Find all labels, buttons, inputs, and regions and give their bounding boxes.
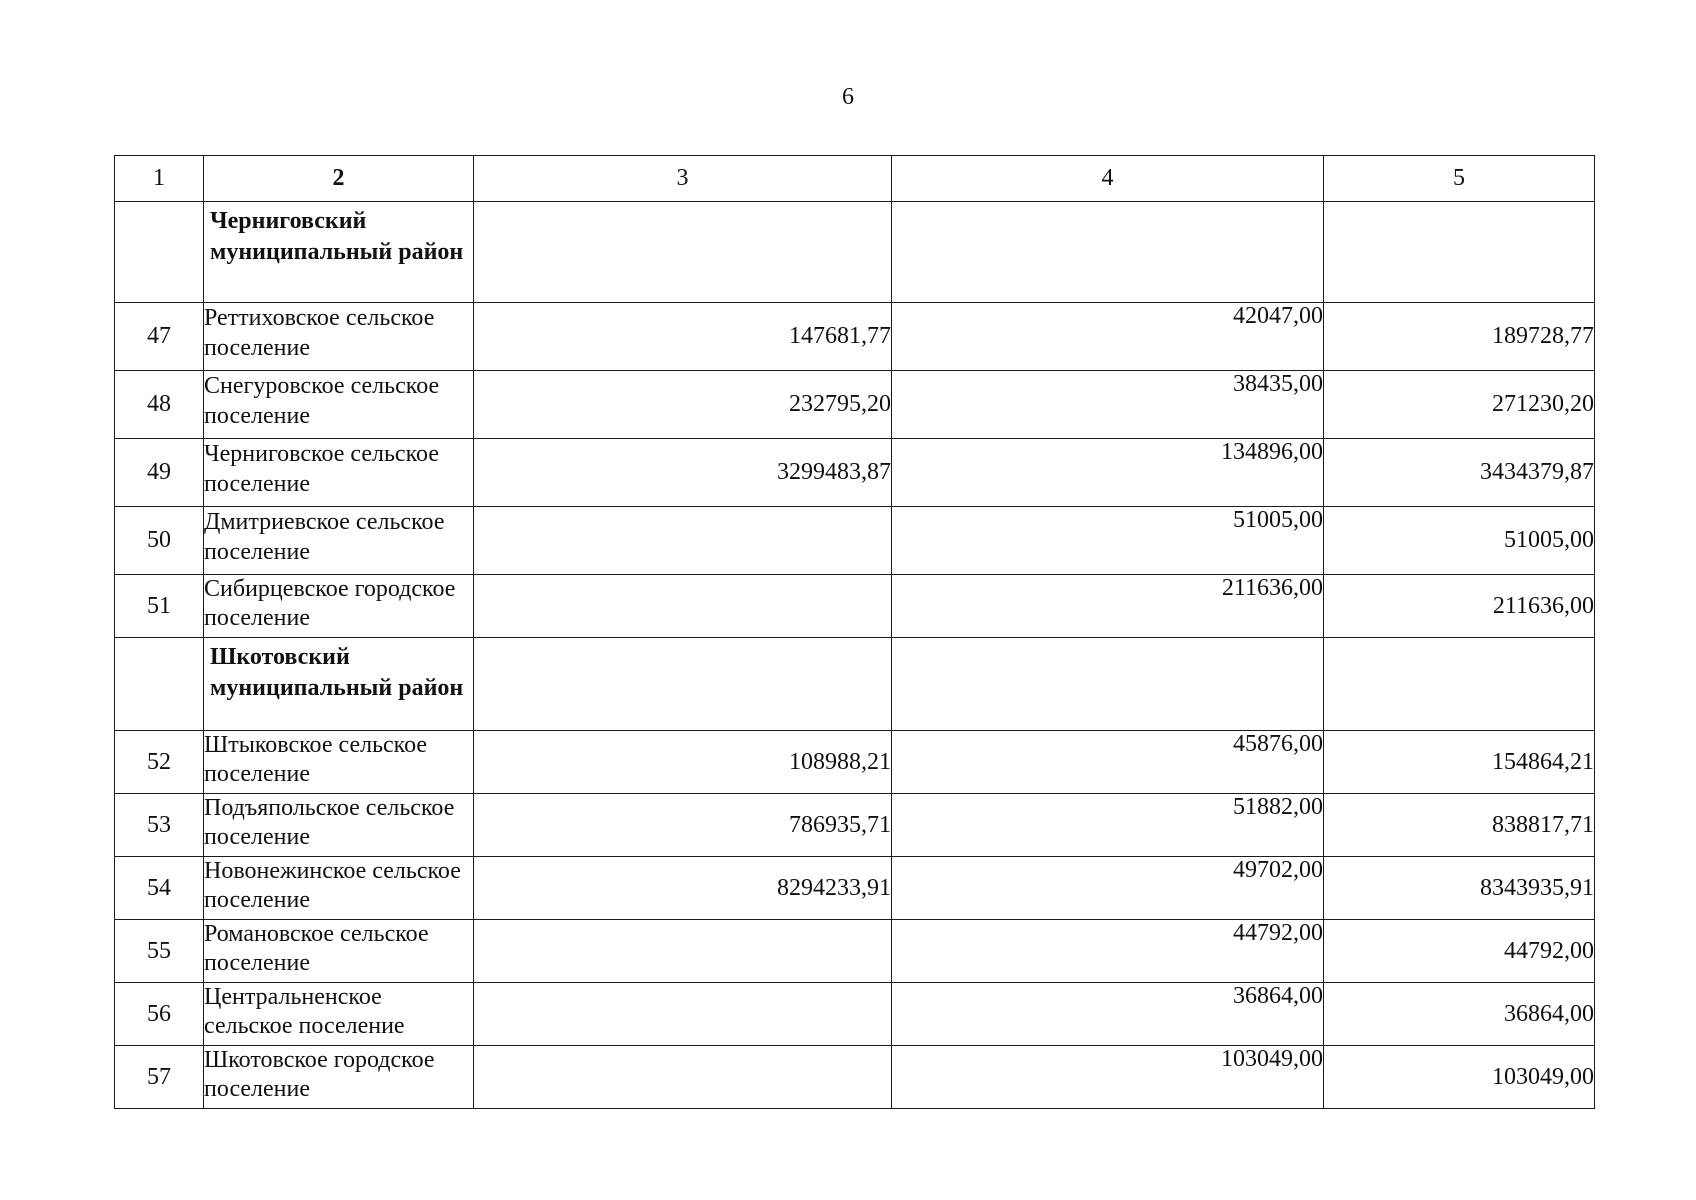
header-col-3: 3 [474, 156, 892, 202]
row-col-3: 786935,71 [474, 794, 892, 857]
row-name: Романовское сельское поселение [204, 920, 474, 983]
allocation-table [114, 155, 1595, 1109]
row-number: 57 [115, 1046, 204, 1109]
row-col-5: 36864,00 [1324, 983, 1595, 1046]
row-number: 48 [115, 371, 204, 439]
row-col-5: 271230,20 [1324, 371, 1595, 439]
table-row [115, 731, 1595, 794]
row-col-4: 38435,00 [892, 371, 1324, 439]
table-row [115, 371, 1595, 439]
row-number: 55 [115, 920, 204, 983]
table-row [115, 794, 1595, 857]
header-col-1: 1 [115, 156, 204, 202]
page-number: 6 [842, 84, 854, 110]
row-col-3: 147681,77 [474, 303, 892, 371]
row-col-4: 49702,00 [892, 857, 1324, 920]
row-number: 50 [115, 507, 204, 575]
row-col-3 [474, 983, 892, 1046]
table-row [115, 575, 1595, 638]
row-name: Шкотовское городское поселение [204, 1046, 474, 1109]
section-row-shkotovsky [115, 638, 1595, 731]
row-col-5: 44792,00 [1324, 920, 1595, 983]
row-col-3 [474, 920, 892, 983]
row-col-3 [474, 507, 892, 575]
row-number: 51 [115, 575, 204, 638]
row-col-5: 838817,71 [1324, 794, 1595, 857]
row-col-5: 211636,00 [1324, 575, 1595, 638]
table-row [115, 857, 1595, 920]
row-col-4: 42047,00 [892, 303, 1324, 371]
table-row [115, 303, 1595, 371]
row-number: 54 [115, 857, 204, 920]
row-col-4: 45876,00 [892, 731, 1324, 794]
row-col-3: 108988,21 [474, 731, 892, 794]
row-col-4: 211636,00 [892, 575, 1324, 638]
row-col-4: 36864,00 [892, 983, 1324, 1046]
row-number: 49 [115, 439, 204, 507]
row-col-3 [474, 575, 892, 638]
row-name: Подъяпольское сельское поселение [204, 794, 474, 857]
section-title: Шкотовский муниципальный район [204, 638, 474, 731]
row-col-5: 3434379,87 [1324, 439, 1595, 507]
header-col-2: 2 [204, 156, 474, 202]
table-row [115, 983, 1595, 1046]
table-header-row [115, 156, 1595, 202]
row-col-3: 3299483,87 [474, 439, 892, 507]
row-name: Реттиховское сельское поселение [204, 303, 474, 371]
header-col-5: 5 [1324, 156, 1595, 202]
row-col-5: 8343935,91 [1324, 857, 1595, 920]
row-number: 52 [115, 731, 204, 794]
row-col-5: 103049,00 [1324, 1046, 1595, 1109]
row-col-5: 51005,00 [1324, 507, 1595, 575]
table-row [115, 920, 1595, 983]
row-name: Черниговское сельское поселение [204, 439, 474, 507]
section-row-chernigovsky [115, 202, 1595, 303]
table-row [115, 439, 1595, 507]
table-row [115, 1046, 1595, 1109]
table-row [115, 507, 1595, 575]
row-name: Снегуровское сельское поселение [204, 371, 474, 439]
row-name: Дмитриевское сельское поселение [204, 507, 474, 575]
row-col-4: 51882,00 [892, 794, 1324, 857]
row-name: Новонежинское сельское поселение [204, 857, 474, 920]
row-col-4: 51005,00 [892, 507, 1324, 575]
row-col-4: 44792,00 [892, 920, 1324, 983]
row-col-3: 8294233,91 [474, 857, 892, 920]
row-col-4: 134896,00 [892, 439, 1324, 507]
row-col-5: 154864,21 [1324, 731, 1595, 794]
row-number: 56 [115, 983, 204, 1046]
row-col-4: 103049,00 [892, 1046, 1324, 1109]
row-col-5: 189728,77 [1324, 303, 1595, 371]
row-col-3: 232795,20 [474, 371, 892, 439]
row-col-3 [474, 1046, 892, 1109]
header-col-4: 4 [892, 156, 1324, 202]
row-number: 53 [115, 794, 204, 857]
row-number: 47 [115, 303, 204, 371]
row-name: Центральненское сельское поселение [204, 983, 474, 1046]
section-title: Черниговский муниципальный район [204, 202, 474, 303]
row-name: Штыковское сельское поселение [204, 731, 474, 794]
row-name: Сибирцевское городское поселение [204, 575, 474, 638]
